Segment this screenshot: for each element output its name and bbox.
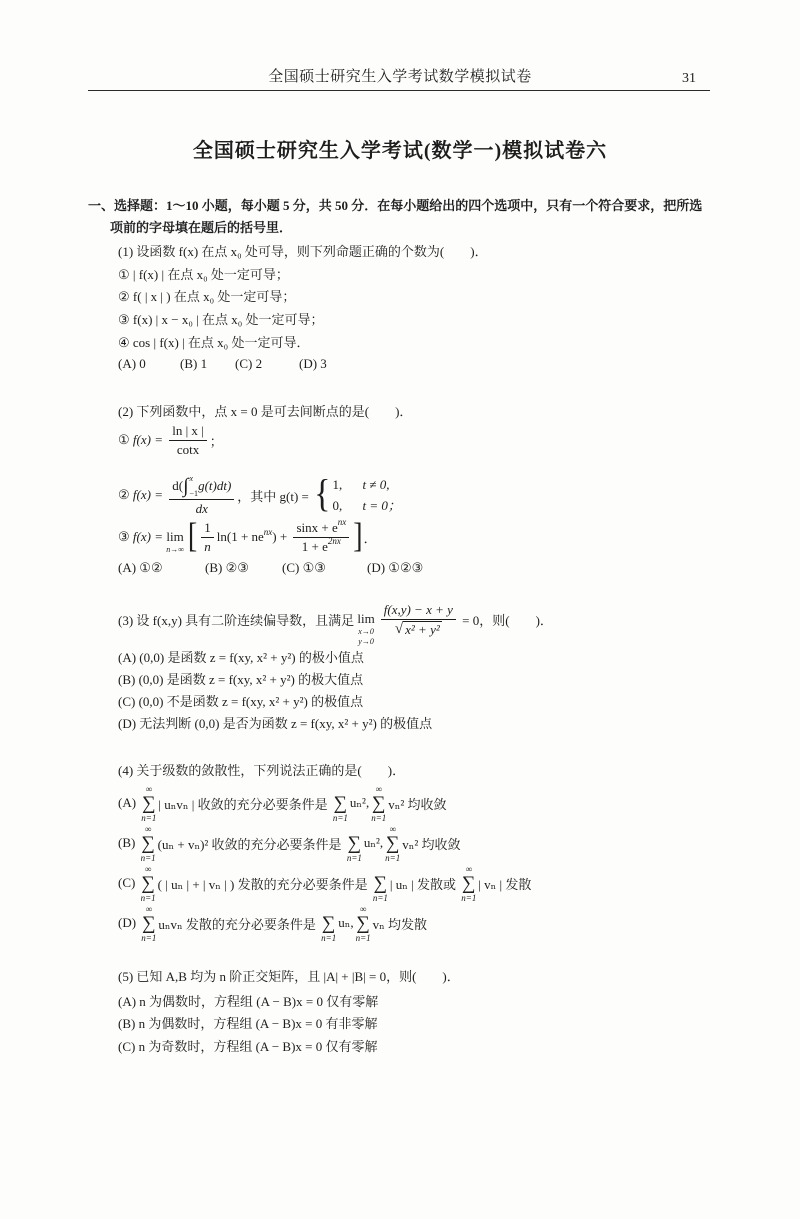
sum-lower-limit: n=1: [461, 892, 477, 903]
fraction-sin-exp: [293, 517, 349, 555]
sum-sign: ∑: [321, 912, 336, 934]
option-text-3: vₙ² 均收敛: [402, 836, 461, 852]
option-label: (A): [118, 795, 140, 810]
q5-option-c: (C) n 为奇数时，方程组 (A − B)x = 0 仅有零解: [118, 1038, 378, 1054]
sum-operator: [347, 824, 362, 863]
sum-operator: [141, 864, 156, 903]
sum-lower-limit: n=1: [371, 812, 387, 823]
sum-upper-limit: ∞: [375, 783, 382, 794]
sum-sign: ∑: [462, 872, 476, 894]
sum-operator: [141, 824, 156, 863]
q2-option-c: (C) ①③: [282, 560, 326, 575]
derivative-fraction: [169, 474, 234, 517]
statement-marker: ①: [118, 432, 133, 447]
sum-lower-limit: n=1: [332, 812, 348, 823]
q2-stem: (2) 下列函数中，点 x = 0 是可去间断点的是( )．: [118, 403, 413, 419]
sum-lower-limit: n=1: [355, 932, 371, 943]
sum-sign: ∑: [333, 792, 348, 814]
q1-statement-3: ③ f(x) | x − x₀ | 在点 x₀ 处一定可导；: [118, 311, 324, 327]
q4-option-b: [118, 824, 461, 862]
q1-statement-4: ④ cos | f(x) | 在点 x₀ 处一定可导．: [118, 334, 310, 350]
sum-operator: [141, 784, 156, 823]
denominator: cotx: [176, 441, 200, 457]
numerator-text: sinx + e: [296, 519, 338, 535]
q2-option-a: (A) ①②: [118, 560, 163, 575]
fraction-one-over-n: [201, 520, 214, 555]
numerator: 1: [201, 520, 214, 538]
option-text-2: uₙ²,: [363, 835, 384, 850]
integral-upper-limit: x: [189, 473, 194, 483]
statement-tail: ．: [363, 530, 377, 546]
sum-sign: ∑: [142, 792, 156, 814]
sum-sign: ∑: [356, 912, 370, 934]
sum-operator: [356, 904, 371, 943]
integral-limits: [190, 474, 199, 498]
case-row-2: [332, 495, 400, 516]
exponent: nx: [263, 526, 273, 537]
sum-operator: [461, 864, 476, 903]
q1-statement-1: ① | f(x) | 在点 x₀ 处一定可导；: [118, 266, 289, 282]
statement-marker: ③: [118, 529, 133, 544]
exponent: nx: [337, 517, 347, 527]
sum-operator: [371, 784, 386, 823]
q2-option-b: (B) ②③: [205, 560, 249, 575]
sum-operator: [141, 904, 156, 943]
sum-lower-limit: n=1: [140, 892, 156, 903]
sum-lower-limit: n=1: [385, 852, 401, 863]
radicand: x² + y²: [405, 621, 440, 637]
option-text-2: | uₙ | 发散或: [389, 876, 460, 892]
sum-operator: [321, 904, 336, 943]
q3-option-d: (D) 无法判断 (0,0) 是否为函数 z = f(xy, x² + y²) 的极值点: [118, 715, 433, 731]
case-value: 0,: [332, 498, 343, 513]
limit-operator: [166, 519, 184, 555]
sum-lower-limit: n=1: [372, 892, 388, 903]
sum-upper-limit: ∞: [359, 903, 367, 914]
q4-option-d: [118, 904, 427, 942]
option-text-3: vₙ² 均收敛: [388, 796, 447, 812]
sum-lower-limit: n=1: [141, 932, 157, 943]
lim-text: lim: [166, 529, 184, 544]
q1-statement-2: ② f( | x | ) 在点 x₀ 处一定可导；: [118, 288, 296, 304]
sum-upper-limit: ∞: [465, 863, 472, 874]
running-header-title: 全国硕士研究生入学考试数学模拟试卷: [268, 68, 532, 85]
piecewise-brace: {: [314, 473, 331, 516]
page-number: 31: [682, 71, 696, 86]
log-term-close: ) +: [272, 529, 291, 544]
function-lhs: f(x) =: [132, 432, 167, 447]
sum-operator: [373, 864, 388, 903]
q5-stem: (5) 已知 A,B 均为 n 阶正交矩阵，且 |A| + |B| = 0，则( )．: [118, 968, 460, 984]
q2-statement-1: [118, 422, 223, 458]
sum-lower-limit: n=1: [141, 812, 157, 823]
fraction: [381, 602, 456, 637]
integral-operator: [183, 474, 198, 498]
sum-upper-limit: ∞: [145, 783, 153, 794]
option-text-3: vₙ 均发散: [372, 916, 428, 932]
lim-text: lim: [357, 611, 375, 626]
numerator: [169, 474, 234, 500]
option-text-1: ( | uₙ | + | vₙ | ) 发散的充分必要条件是: [157, 876, 371, 892]
sum-upper-limit: ∞: [144, 863, 152, 874]
section-heading-line-1: 一、选择题：1～10 小题，每小题 5 分，共 50 分．在每小题给出的四个选项中，只有一个符合要求，把所选: [88, 197, 703, 213]
q5-option-b: (B) n 为偶数时，方程组 (A − B)x = 0 有非零解: [118, 1015, 378, 1031]
function-lhs: f(x) =: [132, 487, 167, 502]
numerator: [293, 517, 349, 538]
where-clause: ，其中 g(t) =: [237, 488, 313, 504]
option-text-2: uₙ²,: [349, 795, 370, 810]
q4-option-a: [118, 784, 447, 822]
q1-option-c: (C) 2: [235, 356, 263, 371]
sum-sign: ∑: [347, 832, 362, 854]
option-label: (C): [118, 875, 139, 890]
exponent: 2nx: [327, 536, 341, 546]
sum-upper-limit: ∞: [145, 903, 153, 914]
right-bracket: ]: [353, 517, 363, 556]
sum-sign: ∑: [385, 832, 400, 854]
denominator: [293, 538, 349, 555]
sum-upper-limit: ∞: [144, 823, 152, 834]
integrand: g(t)dt): [198, 477, 232, 493]
q3-option-a: (A) (0,0) 是函数 z = f(xy, x² + y²) 的极小值点: [118, 649, 364, 665]
integral-sign: ∫: [183, 474, 189, 497]
q5-option-a: (A) n 为偶数时，方程组 (A − B)x = 0 仅有零解: [118, 993, 379, 1009]
q3-option-c: (C) (0,0) 不是函数 z = f(xy, x² + y²) 的极值点: [118, 693, 364, 709]
limit-operator: [357, 591, 374, 647]
case-condition: t ≠ 0,: [362, 477, 390, 492]
header-rule: [88, 90, 710, 91]
case-row-1: [332, 474, 400, 495]
sum-operator: [333, 784, 348, 823]
option-label: (B): [118, 835, 139, 850]
q3-option-b: (B) (0,0) 是函数 z = f(xy, x² + y²) 的极大值点: [118, 671, 364, 687]
sum-upper-limit: ∞: [389, 823, 396, 834]
fraction: [169, 423, 207, 458]
sum-operator: [385, 824, 400, 863]
denominator: dx: [195, 500, 208, 516]
integral-lower-limit: −1: [189, 488, 199, 498]
q2-statement-2: [118, 469, 401, 521]
q2-option-d: (D) ①②③: [367, 560, 424, 575]
statement-tail: ；: [209, 433, 223, 449]
denominator: n: [204, 538, 211, 554]
q3-stem: [118, 597, 553, 646]
numerator: f(x,y) − x + y: [381, 602, 456, 620]
limit-subscript-x: x→0: [358, 627, 374, 636]
sum-sign: ∑: [373, 872, 388, 894]
q1-stem: (1) 设函数 f(x) 在点 x₀ 处可导，则下列命题正确的个数为( )．: [118, 243, 488, 259]
section-heading-line-2: 项前的字母填在题后的括号里．: [110, 219, 293, 235]
option-text-3: | vₙ | 发散: [478, 876, 532, 892]
q1-option-d: (D) 3: [299, 356, 327, 371]
denominator: [381, 620, 456, 637]
option-text-2: uₙ,: [338, 915, 354, 930]
sum-sign: ∑: [141, 872, 155, 894]
numerator: ln | x |: [169, 423, 207, 441]
left-bracket: [: [187, 517, 198, 556]
case-condition: t = 0；: [362, 498, 401, 513]
stem-head: (3) 设 f(x,y) 具有二阶连续偏导数，且满足: [118, 612, 358, 628]
option-text-1: uₙvₙ 发散的充分必要条件是: [158, 916, 320, 932]
sum-lower-limit: n=1: [321, 932, 337, 943]
piecewise-cases: [332, 474, 400, 516]
limit-subscript-y: y→0: [358, 637, 374, 646]
option-text-1: | uₙvₙ | 收敛的充分必要条件是: [158, 796, 331, 812]
function-lhs: f(x) =: [132, 529, 167, 544]
sum-sign: ∑: [142, 912, 156, 934]
q2-statement-3: [118, 517, 377, 557]
log-term: ln(1 + ne: [216, 529, 264, 544]
sum-sign: ∑: [141, 832, 155, 854]
sum-sign: ∑: [371, 792, 386, 814]
q1-option-b: (B) 1: [180, 356, 208, 371]
exam-title: 全国硕士研究生入学考试(数学一)模拟试卷六: [192, 139, 608, 162]
q4-option-c: [118, 864, 531, 902]
option-text-1: (uₙ + vₙ)² 收敛的充分必要条件是: [157, 836, 345, 852]
sum-lower-limit: n=1: [346, 852, 362, 863]
differential-open: d(: [172, 477, 184, 493]
sqrt-sign: √: [394, 620, 404, 637]
denominator-text: 1 + e: [301, 538, 328, 554]
stem-tail: = 0，则( )．: [458, 612, 553, 628]
q1-option-a: (A) 0: [118, 356, 146, 371]
limit-subscript: n→∞: [166, 545, 184, 554]
case-value: 1,: [332, 477, 343, 492]
sum-lower-limit: n=1: [140, 852, 156, 863]
option-label: (D): [118, 915, 140, 930]
q4-stem: (4) 关于级数的敛散性，下列说法正确的是( )．: [118, 762, 406, 778]
statement-marker: ②: [118, 487, 133, 502]
